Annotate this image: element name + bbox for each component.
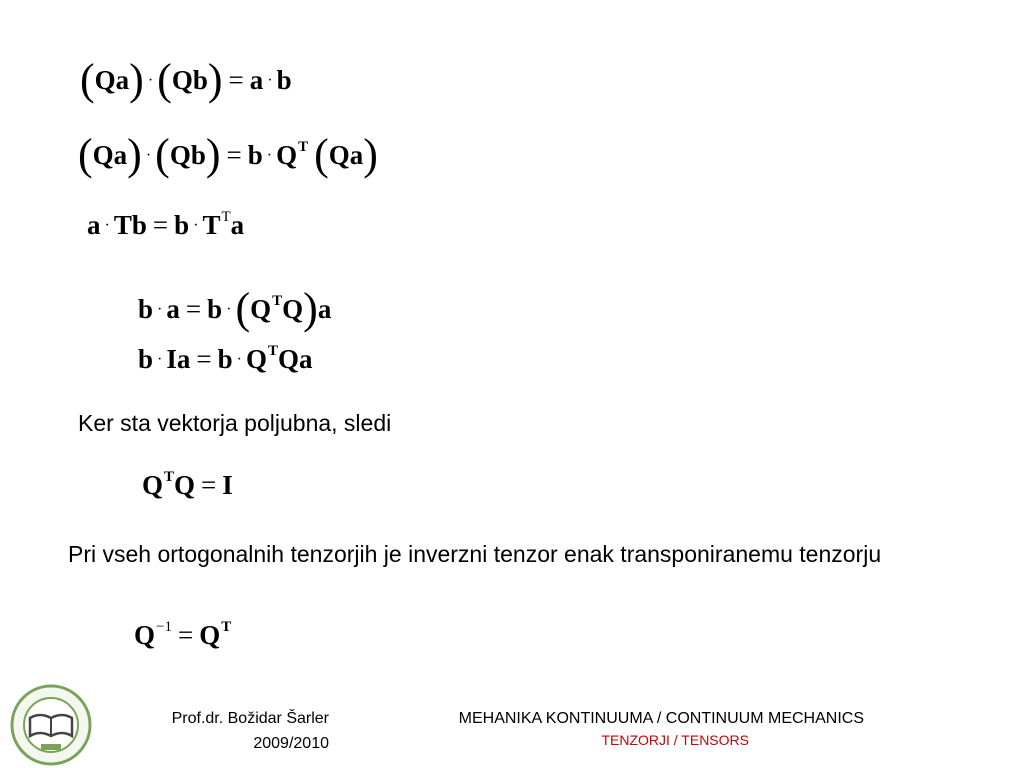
eq7-term-1: Q (134, 620, 156, 650)
eq6-term-3: I (222, 470, 233, 500)
university-seal-icon (8, 684, 94, 766)
eq4-term-4: Q (250, 294, 272, 324)
eq7-superscript-transpose: T (221, 619, 232, 635)
equation-3: $a \cdot Tb = b \cdot T^Ta$ (87, 209, 245, 240)
eq1-term-1: Qa (94, 65, 130, 95)
eq5-term-4: Q (245, 344, 267, 374)
eq3-term-1: a (87, 210, 101, 240)
eq4-term-6: a (317, 294, 332, 324)
eq5-term-1: b (138, 344, 154, 374)
eq2-term-1: Qa (92, 140, 128, 170)
equation-6: $Q^TQ = I$ (142, 469, 233, 500)
eq5-term-3: b (217, 344, 233, 374)
chapter-subtitle: TENZORJI / TENSORS (601, 732, 749, 748)
eq3-term-5: a (230, 210, 245, 240)
statement-orthogonal-tensors: Pri vseh ortogonalnih tenzorjih je inverzni tenzor enak transponiranemu tenzorju (68, 541, 882, 567)
eq4-superscript: T (272, 293, 283, 309)
eq1-term-2: Qb (171, 65, 208, 95)
equation-2: $(Qa) \cdot(Qb) = b \cdot Q^T$ (Qa) (78, 130, 378, 179)
eq5-superscript: T (267, 343, 278, 359)
eq1-term-3: a (249, 65, 264, 95)
eq7-superscript-inverse: −1 (156, 619, 172, 635)
eq4-term-2: a (166, 294, 180, 324)
eq4-term-1: b (138, 294, 154, 324)
eq5-term-5: Qa (278, 344, 313, 374)
equation-7: $Q^{-1} = Q^T$ (134, 619, 232, 650)
equation-5: $b \cdot Ia = b \cdot Q^TQa$ (138, 343, 313, 374)
eq6-term-2: Q (174, 470, 196, 500)
eq5-term-2: Ia (166, 344, 191, 374)
eq3-term-3: b (174, 210, 190, 240)
eq3-term-4: T (202, 210, 221, 240)
eq3-superscript: T (221, 209, 231, 225)
equation-1: (Qa) ·(Qb) = a · b (80, 55, 292, 104)
eq2-superscript: T (298, 139, 309, 155)
eq2-term-4: Q (276, 140, 298, 170)
academic-year: 2009/2010 (253, 735, 329, 752)
statement-arbitrary-vectors: Ker sta vektorja poljubna, sledi (78, 410, 392, 436)
footer-course (360, 706, 864, 749)
eq2-term-5: Qa (328, 140, 364, 170)
eq6-superscript: T (164, 469, 175, 485)
equation-4: $b \cdot a = b \cdot(Q^TQ)a$ (138, 284, 332, 333)
eq4-term-5: Q (282, 294, 304, 324)
author-name: Prof.dr. Božidar Šarler (171, 710, 329, 727)
eq1-term-4: b (276, 65, 292, 95)
eq4-term-3: b (207, 294, 223, 324)
eq3-term-2: Tb (113, 210, 147, 240)
course-title: MEHANIKA KONTINUUMA / CONTINUUM MECHANICS (458, 710, 864, 727)
eq2-term-2: Qb (169, 140, 206, 170)
footer-author (172, 706, 329, 756)
eq6-term-1: Q (142, 470, 164, 500)
eq2-term-3: b (247, 140, 263, 170)
eq7-term-2: Q (199, 620, 221, 650)
